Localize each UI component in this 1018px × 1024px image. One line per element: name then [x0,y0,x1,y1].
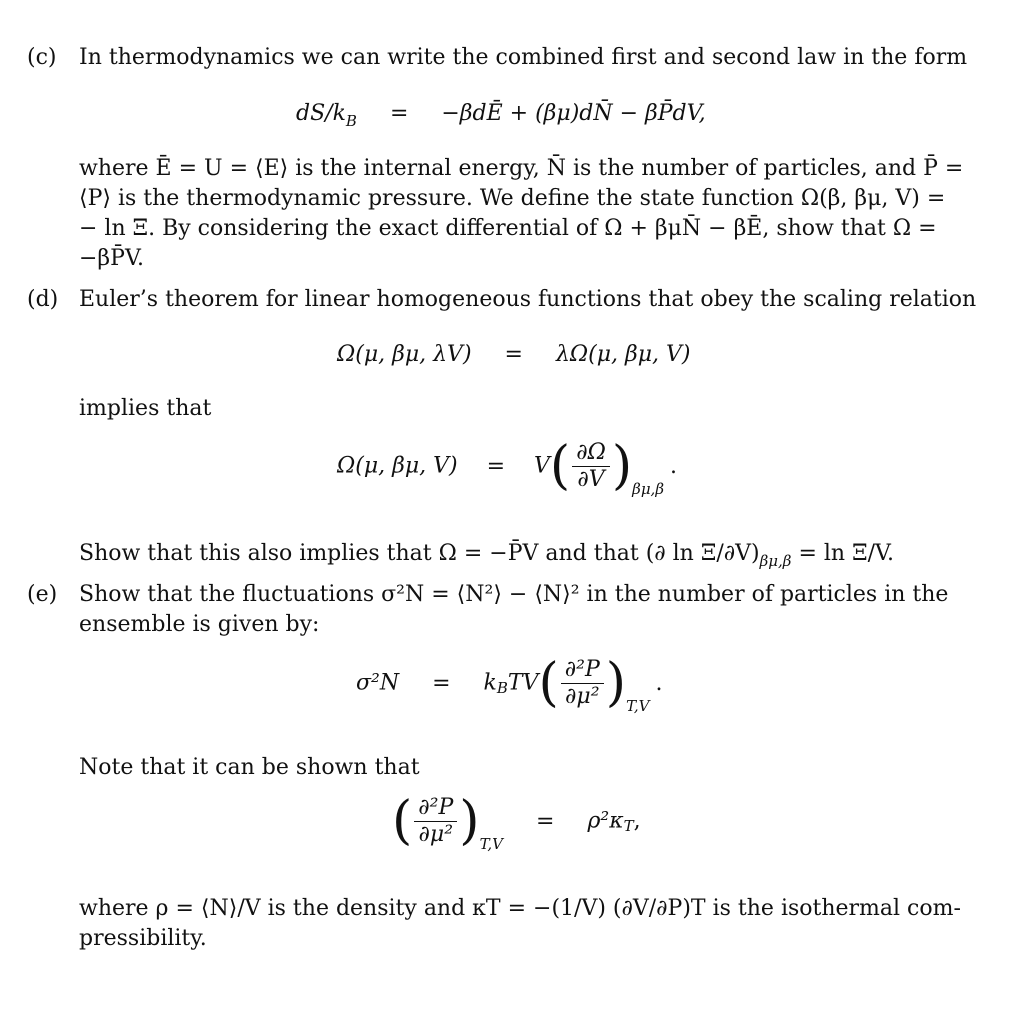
note-text: Note that it can be shown that [79,755,420,780]
part-c-para-line3: − ln Ξ. By considering the exact differential of Ω + βμN̄ − βĒ, show that Ω = [79,216,937,241]
equation-fluctuations [356,653,663,715]
eq-subscript: T,V [626,697,650,715]
eq-rhs: −βdĒ + (βμ)dN̄ − βP̄dV, [441,101,706,126]
fraction-denominator: ∂μ² [418,821,454,847]
right-paren: ) [605,653,627,713]
eq-rhs-sub: T [623,817,634,835]
eq-prefactor2: TV [507,670,539,696]
eq-prefactor-sub: B [496,679,508,697]
eq-prefactor: V [534,453,550,479]
part-c-intro: In thermodynamics we can write the combined first and second law in the form [79,45,968,70]
eq-end: . [655,670,663,696]
implies-text: implies that [79,396,212,421]
eq-end: . [670,453,678,479]
eq-rel: = [389,101,409,126]
equation-scaling-relation [337,342,691,367]
eq-lhs-sub: B [345,112,357,130]
eq-prefactor: k [483,670,497,696]
eq-end: , [633,808,641,834]
eq-subscript: T,V [479,835,503,853]
eq-subscript: βμ,β [632,480,665,498]
eq-rel: = [486,453,506,479]
part-e-intro-line2: ensemble is given by: [79,612,320,637]
fraction-denominator: ∂V [577,466,605,492]
left-paren: ( [538,653,559,713]
left-paren: ( [392,791,413,851]
show-end: = ln Ξ/V. [791,541,895,566]
equation-second-derivative [392,791,641,853]
partial-fraction [414,795,457,847]
fraction-numerator: ∂²P [414,795,457,821]
eq-rel: = [432,670,451,696]
fraction-denominator: ∂μ² [565,683,600,709]
part-c-label: (c) [27,45,57,70]
show-text: Show that this also implies that Ω = −P̄V and that (∂ ln Ξ/∂V) [79,541,760,566]
part-e-intro-line1: Show that the fluctuations σ²N = ⟨N²⟩ − ⟨N⟩² in the number of particles in the [79,582,949,607]
part-d-intro: Euler’s theorem for linear homogeneous functions that obey the scaling relation [79,287,977,312]
right-paren: ) [611,436,633,496]
eq-lhs: Ω(μ, βμ, λV) [337,342,472,367]
part-c-para-line2: ⟨P⟩ is the thermodynamic pressure. We define the state function Ω(β, βμ, V) = [79,186,946,211]
fraction-numerator: ∂Ω [572,440,610,466]
part-c-para-line4: −βP̄V. [79,246,144,271]
part-c-para-line1: where Ē = U = ⟨E⟩ is the internal energy, N̄ is the number of particles, and P̄ = [79,156,964,181]
equation-first-second-law [296,101,706,130]
part-e-where-line2: pressibility. [79,926,207,951]
part-e-label: (e) [27,582,58,607]
partial-fraction [561,657,604,709]
part-d-label: (d) [27,287,59,312]
eq-rhs: ρ²κ [587,808,624,834]
equation-euler [337,436,678,498]
eq-lhs: σ²N [356,670,400,696]
eq-lhs: Ω(μ, βμ, V) [337,453,458,479]
eq-rel: = [536,808,555,834]
show-subscript: βμ,β [759,552,792,570]
partial-fraction [572,440,610,492]
left-paren: ( [549,436,571,496]
fraction-numerator: ∂²P [561,657,604,683]
eq-rhs: λΩ(μ, βμ, V) [555,342,691,367]
right-paren: ) [459,791,480,851]
eq-rel: = [504,342,523,367]
eq-lhs: dS/k [296,101,346,126]
part-e-where-line1: where ρ = ⟨N⟩/V is the density and κT = −(1/V) (∂V/∂P)T is the isothermal com- [79,896,961,921]
part-d-show [79,541,894,570]
